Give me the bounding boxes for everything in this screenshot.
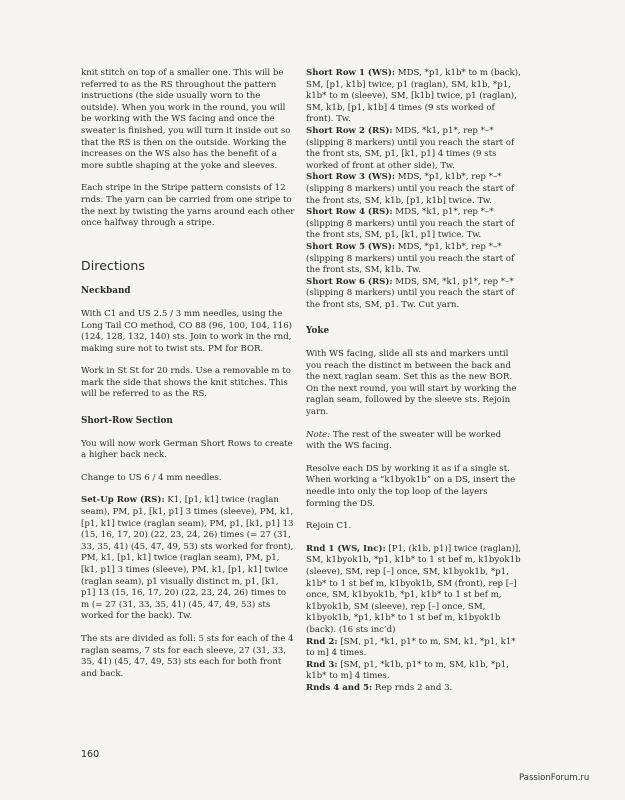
short-row-4-label: Short Row 4 (RS): <box>306 207 393 218</box>
short-row-1 <box>306 68 522 126</box>
round-3-label: Rnd 3: <box>306 659 338 670</box>
short-row-6 <box>306 277 522 312</box>
round-3 <box>306 660 522 683</box>
neckband-paragraph-2: Work in St St for 20 rnds. Use a removable m to mark the side that shows the knit stitches. This will be referred to as the RS. <box>81 366 291 400</box>
short-row-3-label: Short Row 3 (WS): <box>306 172 396 183</box>
short-row-4 <box>306 207 522 242</box>
round-1-text: [P1, (k1b, p1)] twice (raglan)], SM, k1byok1b, *p1, k1b* to 1 st bef m, k1byok1b (sleeve), SM, rep [–] once, SM, k1byok1b, *p1, k1b* to 1 st bef m, k1byok1b, SM (front), rep [–] once, SM, k1byok1b, *p1, k1b* to 1 st bef m, k1byok1b, SM (sleeve), rep [–] once, SM, k1byok1b, *p1, k1b* to 1 st bef m, k1byok1b (back). (16 sts inc’d) <box>306 543 522 635</box>
yoke-paragraph-3: Resolve each DS by working it as if a single st. When working a “k1byok1b” on a DS, insert the needle into only the top loop of the layers forming the DS. <box>306 463 516 509</box>
yoke-paragraph-1: With WS facing, slide all sts and markers until you reach the distinct m between the back and the next raglan seam. Set this as the new BOR. On the next round, you will start by working the raglan seam, followed by the sleeve sts. Rejoin yarn. <box>306 349 517 418</box>
short-row-3-text: MDS, *p1, k1b*, rep *–* (slipping 8 markers) until you reach the start of the front sts, SM, k1b, [p1, k1b] twice. Tw. <box>306 172 515 206</box>
short-row-4-text: MDS, *k1, p1*, rep *–* (slipping 8 markers) until you reach the start of the front sts, SM, p1, [k1, p1] twice. Tw. <box>306 207 515 241</box>
short-row-5-label: Short Row 5 (WS): <box>306 241 396 252</box>
short-row-section-heading: Short-Row Section <box>81 416 173 427</box>
short-row-2-text: MDS, *k1, p1*, rep *–* (slipping 8 markers) until you reach the start of the front sts, SM, p1, [k1, p1] 4 times (9 sts worked of front at other side), Tw. <box>306 125 515 171</box>
watermark: PassionForum.ru <box>519 773 590 783</box>
setup-row-paragraph <box>81 495 295 623</box>
neckband-heading: Neckband <box>81 286 131 297</box>
round-4-5-label: Rnds 4 and 5: <box>306 682 373 693</box>
yoke-paragraph-4: Rejoin C1. <box>306 521 352 532</box>
short-row-1-label: Short Row 1 (WS): <box>306 68 396 78</box>
short-row-5-text: MDS, *p1, k1b*, rep *–* (slipping 8 markers) until you reach the start of the front sts, SM, k1b. Tw. <box>306 241 515 276</box>
left-column <box>81 68 295 691</box>
short-row-3 <box>306 172 522 207</box>
right-column <box>306 68 522 695</box>
intro-paragraph-2: Each stripe in the Stripe pattern consists of 12 rnds. The yarn can be carried from one stripe to the next by twisting the yarns around each other once halfway through a stripe. <box>81 183 295 229</box>
page-number: 160 <box>81 749 100 760</box>
stitch-division-paragraph: The sts are divided as foll: 5 sts for each of the 4 raglan seams, 7 sts for each sleeve, 27 (31, 33, 35, 41) (45, 47, 49, 53) sts each for both front and back. <box>81 633 294 679</box>
neckband-paragraph-1: With C1 and US 2.5 / 3 mm needles, using the Long Tail CO method, CO 88 (96, 100, 104, 116) (124, 128, 132, 140) sts. Join to work in the rnd, making sure not to twist sts. PM for BOR. <box>81 308 293 354</box>
yoke-note-label: Note: <box>306 429 331 440</box>
rounds-block <box>306 544 522 695</box>
yoke-note-text: The rest of the sweater will be worked with the WS facing. <box>306 429 502 452</box>
short-row-1-text: MDS, *p1, k1b* to m (back), SM, [p1, k1b] twice, p1 (raglan), SM, k1b, *p1, k1b* to m (sleeve), SM, [k1b] twice, p1 (raglan), SM, k1b, [p1, k1b] 4 times (9 sts worked of front). Tw. <box>306 68 521 125</box>
short-row-5 <box>306 242 522 277</box>
round-4-5 <box>306 683 522 695</box>
short-row-paragraph-1: You will now work German Short Rows to create a higher back neck. <box>81 438 293 461</box>
setup-row-label: Set-Up Row (RS): <box>81 495 165 506</box>
round-4-5-text: Rep rnds 2 and 3. <box>372 682 453 693</box>
directions-heading: Directions <box>81 257 145 273</box>
round-1 <box>306 544 522 637</box>
short-row-2 <box>306 126 522 172</box>
round-3-text: [SM, p1, *k1b, p1* to m, SM, k1b, *p1, k1b* to m] 4 times. <box>306 659 509 682</box>
round-2 <box>306 637 522 660</box>
short-rows-block <box>306 68 522 311</box>
yoke-heading: Yoke <box>306 326 330 337</box>
setup-row-text: K1, [p1, k1] twice (raglan seam), PM, p1, [k1, p1] 3 times (sleeve), PM, k1, [p1, k1] twice (raglan seam), PM, p1, [k1, p1] 13 (15, 16, 17, 20) (22, 23, 24, 26) times (= 27 (31, 33, 35, 41) (45, 47, 49, 53) sts worked for front), PM, k1, [p1, k1] twice (raglan seam), PM, p1, [k1, p1] 3 times (sleeve), PM, k1, [p1, k1] twice (raglan seam), p1 visually distinct m, p1, [k1, p1] 13 (15, 16, 17, 20) (22, 23, 24, 26) times to m (= 27 (31, 33, 35, 41) (45, 47, 49, 53) sts worked for the back). Tw. <box>81 495 294 622</box>
intro-paragraph-1: knit stitch on top of a smaller one. This will be referred to as the RS throughout the pattern instructions (the side usually worn to the outside). When you work in the round, you will be working with the WS facing and once the sweater is finished, you will turn it inside out so that the RS is then on the outside. Working the increases on the WS also has the benefit of a more subtle shaping at the yoke and sleeves. <box>81 68 291 171</box>
round-2-label: Rnd 2: <box>306 636 338 647</box>
short-row-6-label: Short Row 6 (RS): <box>306 276 393 287</box>
short-row-2-label: Short Row 2 (RS): <box>306 125 393 136</box>
round-2-text: [SM, p1, *k1, p1* to m, SM, k1, *p1, k1* to m] 4 times. <box>306 636 516 659</box>
short-row-6-text: MDS, SM, *k1, p1*, rep *–* (slipping 8 markers) until you reach the start of the front sts, SM, p1. Tw. Cut yarn. <box>306 276 515 310</box>
short-row-paragraph-2: Change to US 6 / 4 mm needles. <box>81 472 222 483</box>
yoke-note <box>306 430 522 453</box>
round-1-label: Rnd 1 (WS, Inc): <box>306 543 386 554</box>
